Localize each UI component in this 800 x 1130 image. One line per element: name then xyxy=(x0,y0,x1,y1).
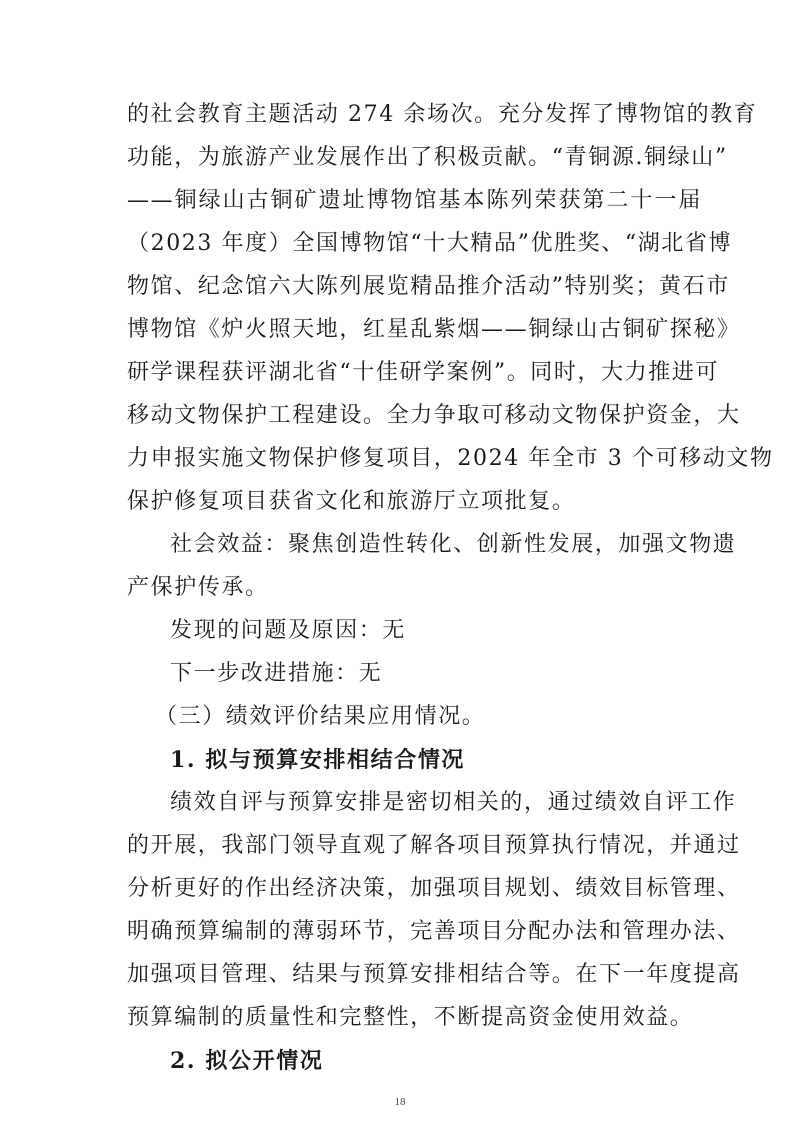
body-text-line: 功能，为旅游产业发展作出了积极贡献。“青铜源.铜绿山” xyxy=(127,145,728,170)
page-number: 18 xyxy=(394,1096,406,1108)
subsection-heading: 1. 拟与预算安排相结合情况 xyxy=(170,747,466,773)
body-text-line: 保护修复项目获省文化和旅游厅立项批复。 xyxy=(127,489,576,514)
body-text-line: 物馆、纪念馆六大陈列展览精品推介活动”特别奖；黄石市 xyxy=(127,274,730,299)
body-text-line: 产保护传承。 xyxy=(127,575,269,600)
body-text-line: 分析更好的作出经济决策，加强项目规划、绩效目标管理、 xyxy=(127,876,741,901)
body-text-line: 博物馆《炉火照天地，红星乱紫烟——铜绿山古铜矿探秘》 xyxy=(127,317,741,342)
body-text-line: 明确预算编制的薄弱环节，完善项目分配办法和管理办法、 xyxy=(127,919,741,944)
body-text-line: ——铜绿山古铜矿遗址博物馆基本陈列荣获第二十一届 xyxy=(127,188,702,213)
body-text-line: 绩效自评与预算安排是密切相关的，通过绩效自评工作 xyxy=(170,790,737,815)
social-benefit-line: 社会效益：聚焦创造性转化、创新性发展，加强文物遗 xyxy=(170,532,737,557)
improvement-line: 下一步改进措施：无 xyxy=(170,661,383,686)
body-text-line: 的开展，我部门领导直观了解各项目预算执行情况，并通过 xyxy=(127,833,741,858)
body-text-line: 加强项目管理、结果与预算安排相结合等。在下一年度提高 xyxy=(127,962,741,987)
body-text-line: 研学课程获评湖北省“十佳研学案例”。同时，大力推进可 xyxy=(127,360,720,385)
section-heading: （三）绩效评价结果应用情况。 xyxy=(155,704,486,729)
body-text-line: 力申报实施文物保护修复项目，2024 年全市 3 个可移动文物 xyxy=(127,446,774,471)
body-text-line: 的社会教育主题活动 274 余场次。充分发挥了博物馆的教育 xyxy=(127,102,758,127)
body-text-line: 移动文物保护工程建设。全力争取可移动文物保护资金，大 xyxy=(127,403,741,428)
body-text-line: 预算编制的质量性和完整性，不断提高资金使用效益。 xyxy=(127,1005,694,1030)
subsection-heading: 2. 拟公开情况 xyxy=(170,1048,324,1074)
problems-line: 发现的问题及原因：无 xyxy=(170,618,407,643)
body-text-line: （2023 年度）全国博物馆“十大精品”优胜奖、“湖北省博 xyxy=(127,231,733,256)
